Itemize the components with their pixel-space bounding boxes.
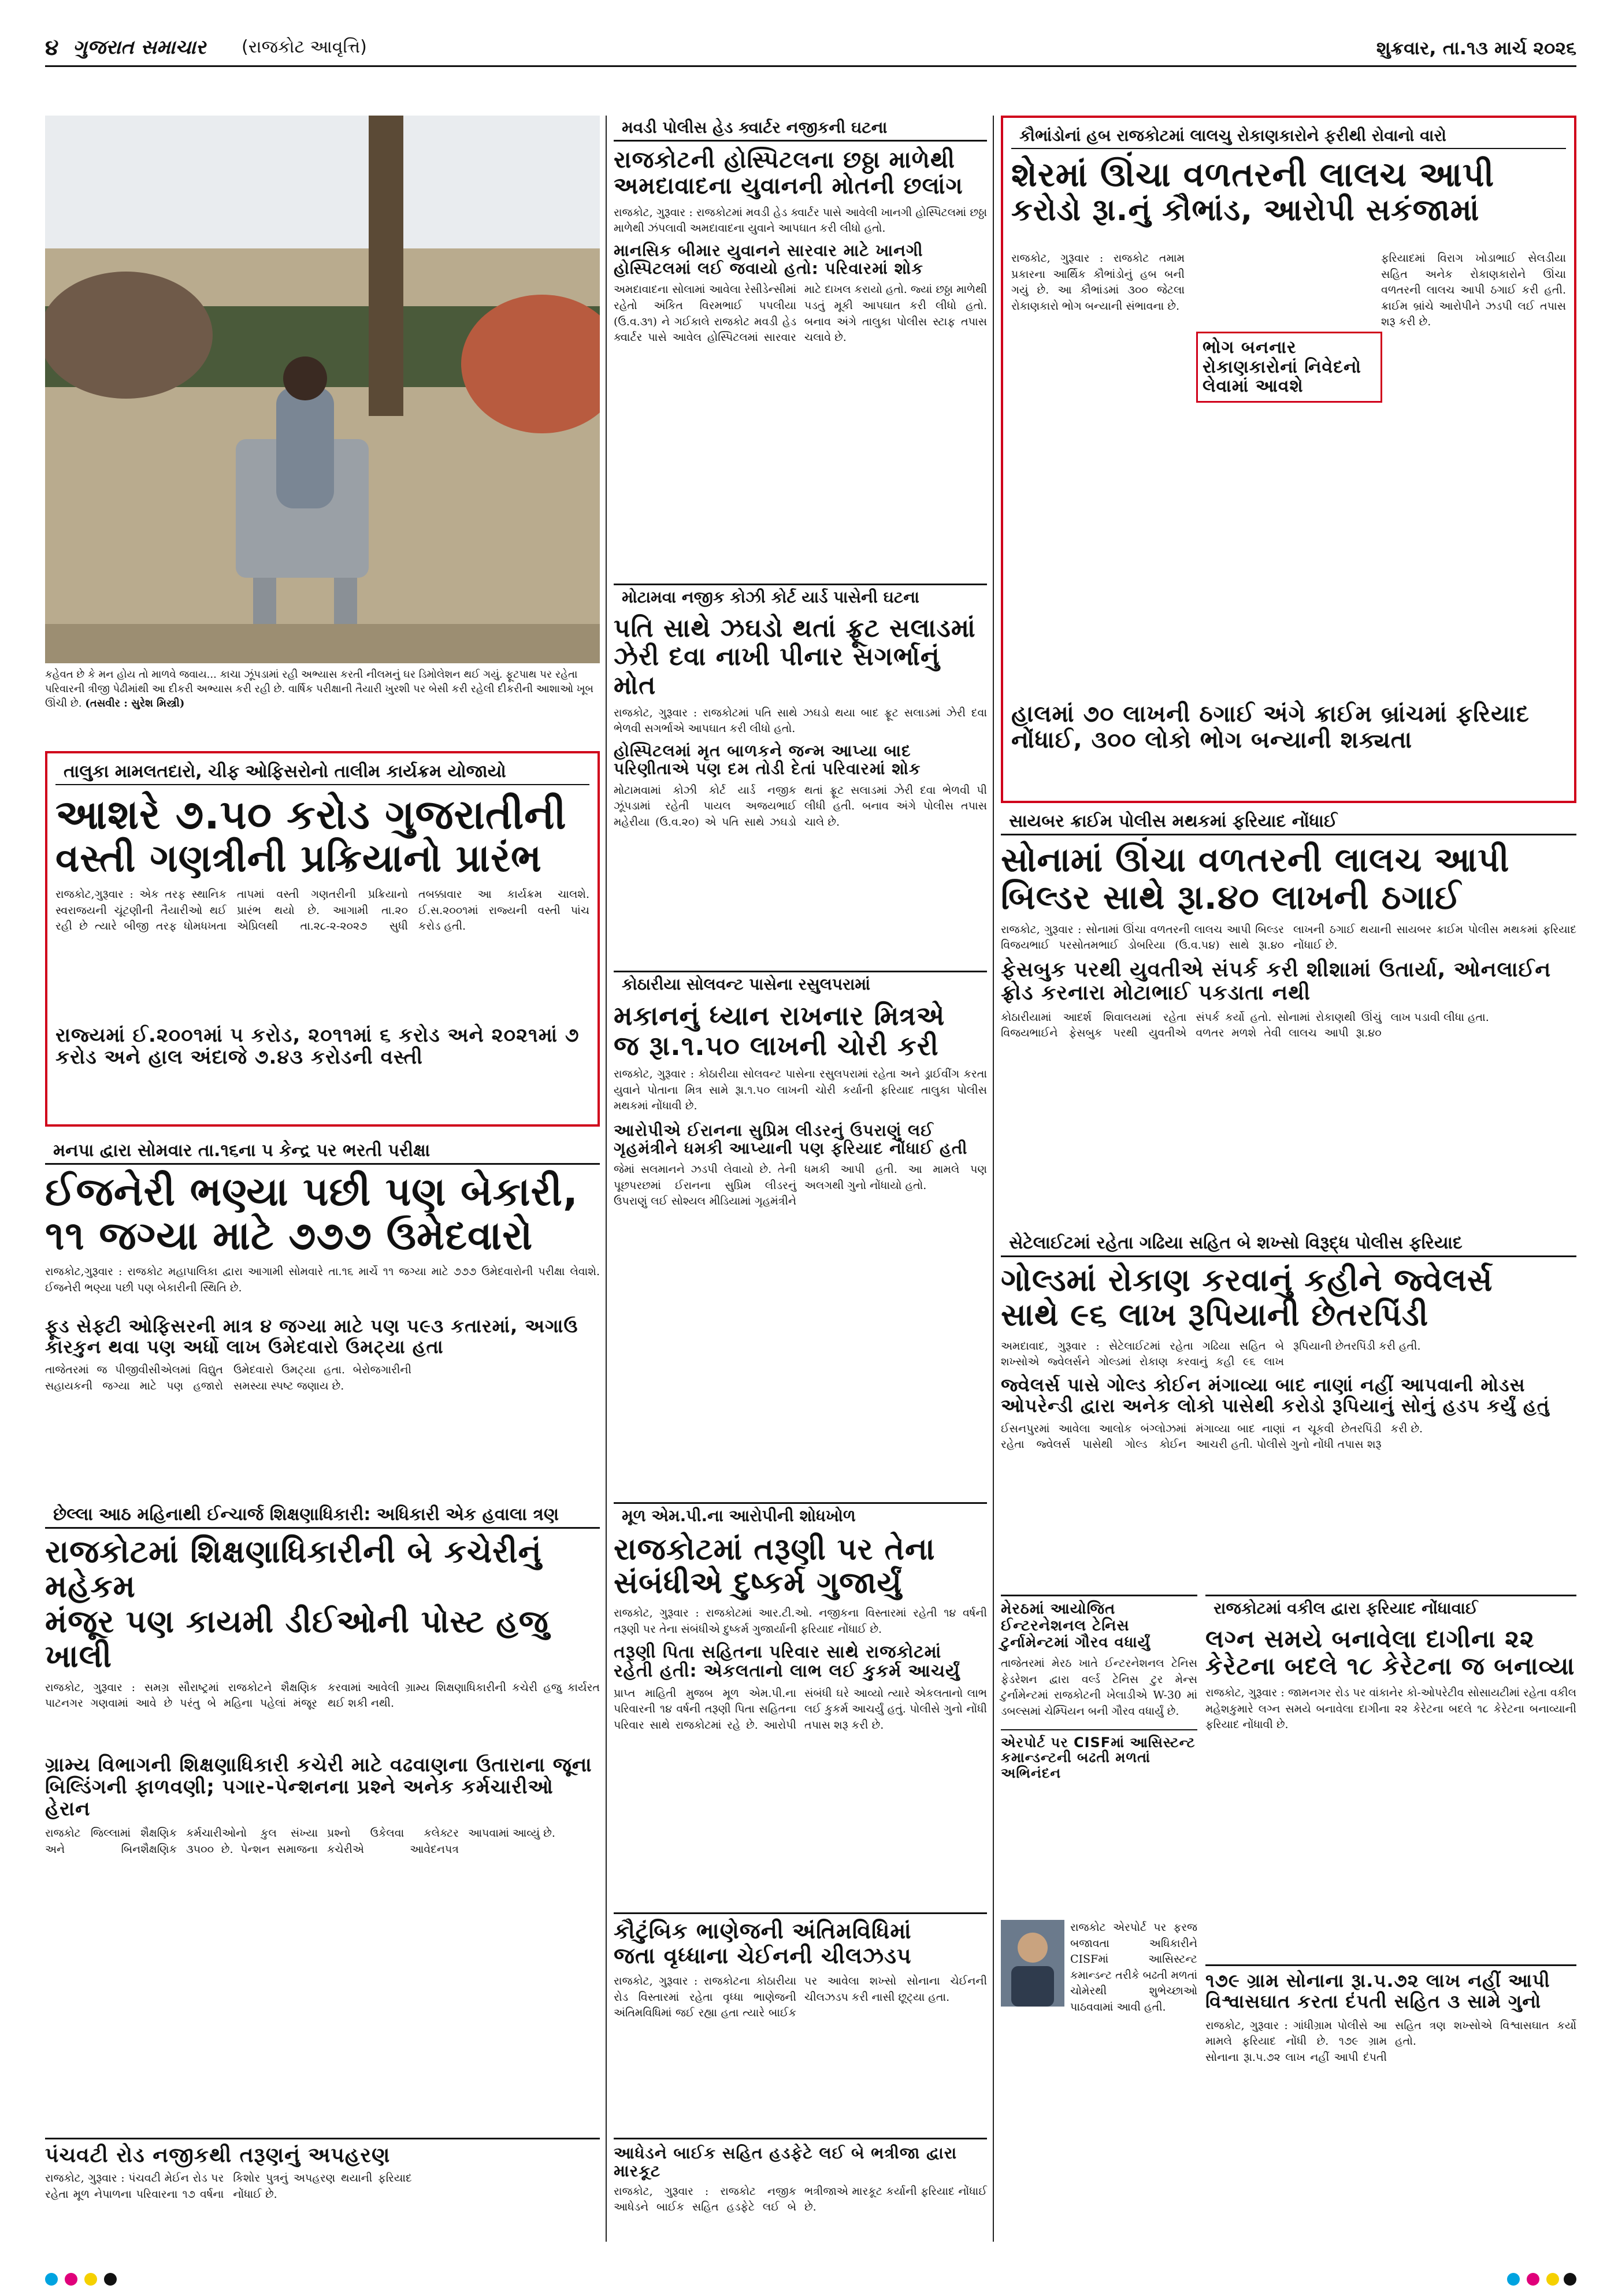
cisf-body: રાજકોટ એરપોર્ટ પર ફરજ બજાવતા અધિકારીને CISFમાં આસિસ્ટન્ટ કમાન્ડન્ટ તરીકે બઢતી મળતાં ચોમેરથી શુભેચ્છાઓ પાઠવવામાં આવી હતી.	[1070, 1921, 1197, 2013]
census-strap: તાલુકા મામલતદારો, ચીફ ઓફિસરોનો તાલીમ કાર્યક્રમ યોજાયો	[55, 759, 589, 785]
wedding-headline-2: કેરેટના બદલે ૧૮ કેરેટના જ બનાવ્યા	[1205, 1652, 1575, 1681]
funeral-headline-2: જતા વૃધ્ધાના ચેઈનની ચીલઝડપ	[614, 1942, 912, 1968]
gold-headline-1: સોનામાં ઊંચા વળતરની લાલચ આપી	[1001, 840, 1510, 879]
threat-subhead: આરોપીએ ઈરાનના સુપ્રિમ લીડરનું ઉપરાણું લઈ ગૃહમંત્રીને ધમકી આપ્યાની પણ ફરિયાદ નોંધાઈ હતી	[614, 1120, 968, 1158]
registration-strip	[45, 2271, 1576, 2288]
jewel-subhead: જ્વેલર્સ પાસે ગોલ્ડ કોઈન મંગાવ્યા બાદ નાણાં નહીં આપવાની મોડસ ઓપરેન્ડી દ્વારા અનેક લોકો પાસેથી કરોડો રૂપિયાનું સોનું હડપ કર્યું હતું	[1001, 1374, 1550, 1417]
bike-body: રાજકોટ, ગુરૂવાર : રાજકોટ નજીક આધેડને બાઈક સહિત હડફેટે લઈ બે ભત્રીજાએ મારકૂટ કર્યાની ફરિયાદ નોંધાઈ છે.	[614, 2184, 987, 2214]
caption-text: કહેવત છે કે મન હોય તો માળવે જવાય... કાચા ઝૂંપડામાં રહી અભ્યાસ કરતી નીલમનું ઘર ડિમોલેશન થઈ ગયું. ફૂટપાથ પર રહેતા પરિવારની ત્રીજી પેઢીમાંથી આ દીકરી અભ્યાસ કરી રહી છે. વાર્ષિક પરીક્ષાની તૈયારી ખુરશી પર બેસી કરી રહેલી દીકરીની આશાઓ ખૂબ ઊંચી છે.	[45, 668, 593, 710]
census-headline-2: વસ્તી ગણત્રીની પ્રક્રિયાનો પ્રારંભ	[55, 836, 542, 881]
gold-subhead: ફેસબુક પરથી યુવતીએ સંપર્ક કરી શીશામાં ઉતાર્યા, ઓનલાઈન ફ્રોડ કરનારા મોટાભાઈ પકડાતા નથી	[1001, 958, 1552, 1005]
scam-inset: ભોગ બનનાર રોકાણકારોનાં નિવેદનો લેવામાં આવશે	[1203, 337, 1361, 397]
cisf-headline: એરપોર્ટ પર CISFમાં આસિસ્ટન્ટ કમાન્ડન્ટની બઢતી મળતાં અભિનંદન	[1001, 1729, 1197, 1782]
photo-illustration	[45, 116, 600, 663]
gold-body-1: રાજકોટ, ગુરૂવાર : સોનામાં ઊંચા વળતરની લાલચ આપી બિલ્ડર વિજયભાઈ પરસોતમભાઈ ડોબરિયા (ઉ.વ.૫૪) સાથે રૂા.૪૦ લાખની ઠગાઈ થયાની સાયબર ક્રાઈમ પોલીસ મથકમાં ફરિયાદ નોંધાઈ છે.	[1001, 923, 1576, 952]
rape-body-1: રાજકોટ, ગુરૂવાર : રાજકોટમાં આર.ટી.ઓ. નજીકના વિસ્તારમાં રહેતી ૧૪ વર્ષની તરૂણી પર તેના સંબંધીએ દુષ્કર્મ ગુજાર્યાની ફરિયાદ નોંધાઈ છે.	[614, 1607, 987, 1636]
scam-body-2: ફરિયાદમાં વિરાગ ખોડાભાઈ સેલડીયા સહિત અનેક રોકાણકારોને ઊંચા વળતરની લાલચ આપી ઠગાઈ કરી હતી. ક્રાઈમ બ્રાંચે આરોપીને ઝડપી લઈ તપાસ શરૂ કરી છે.	[1381, 252, 1566, 329]
theft-strap: કોઠારીયા સોલવન્ટ પાસેના રસુલપરામાં	[622, 975, 870, 994]
registration-dot-black	[1564, 2273, 1576, 2286]
education-body-1: રાજકોટ, ગુરૂવાર : સમગ્ર સૌરાષ્ટ્રમાં રાજકોટને શૈક્ષણિક પાટનગર ગણવામાં આવે છે પરંતુ બે મહિના પહેલાં મંજૂર કરવામાં આવેલી ગ્રામ્ય શિક્ષણાધિકારીની કચેરી હજુ કાર્યરત થઈ શકી નથી.	[45, 1681, 600, 1710]
funeral-story	[614, 1912, 987, 2132]
photo-caption	[45, 667, 600, 742]
engineering-body-1: રાજકોટ,ગુરૂવાર : રાજકોટ મહાપાલિકા દ્વારા આગામી સોમવારે તા.૧૬ માર્ચે ૧૧ જગ્યા માટે ૭૭૭ ઉમેદવારોની પરીક્ષા લેવાશે. ઈજનેરી ભણ્યા પછી પણ બેકારીની સ્થિતિ છે.	[45, 1265, 600, 1294]
scam-headline-1: શેરમાં ઊંચા વળતરની લાલચ આપી	[1011, 155, 1495, 194]
registration-dot-yellow	[84, 2273, 97, 2286]
bike-headline: આધેડને બાઈક સહિત હડફેટે લઈ બે ભત્રીજા દ્વારા મારકૂટ	[614, 2143, 958, 2181]
theft-body: રાજકોટ, ગુરૂવાર : કોઠારીયા સોલવન્ટ પાસેના રસુલપરામાં રહેતા અને ડ્રાઈવીંગ કરતા યુવાને પોતાના મિત્ર સામે રૂા.૧.૫૦ લાખની ચોરી કર્યાની ફરિયાદ તાલુકા પોલીસ મથકમાં નોંધાવી છે.	[614, 1068, 987, 1113]
hospital-strap: મવડી પોલીસ હેડ ક્વાર્ટર નજીકની ઘટના	[614, 116, 987, 142]
rape-strap: મૂળ એમ.પી.ના આરોપીની શોધખોળ	[622, 1506, 856, 1525]
poison-body-1: રાજકોટ, ગુરૂવાર : રાજકોટમાં પતિ સાથે ઝઘડો થયા બાદ ફ્રૂટ સલાડમાં ઝેરી દવા ભેળવી સગર્ભાએ આપઘાત કરી લીધો હતો.	[614, 706, 987, 735]
education-story	[45, 1502, 600, 2132]
engineering-headline-1: ઈજનેરી ભણ્યા પછી પણ બેકારી,	[45, 1169, 578, 1215]
panchvati-headline: પંચવટી રોડ નજીકથી તરૂણનું અપહરણ	[45, 2143, 391, 2167]
tennis-subhead: મેરઠમાં આયોજિત ઈન્ટરનેશનલ ટેનિસ ટુર્નામેન્ટમાં ગૌરવ વધાર્યું	[1001, 1600, 1151, 1652]
poison-story	[614, 584, 987, 959]
registration-dot-yellow	[1546, 2273, 1559, 2286]
scam-inset-box	[1196, 332, 1382, 403]
officer-portrait-icon	[1001, 1920, 1064, 2007]
registration-dot-black	[104, 2273, 117, 2286]
panchvati-body: રાજકોટ, ગુરૂવાર : પંચવટી મેઈન રોડ પર રહેતા મૂળ નેપાળના પરિવારના ૧૭ વર્ષના કિશોર પુત્રનું અપહરણ થયાની ફરિયાદ નોંધાઈ છે.	[45, 2172, 412, 2201]
education-body-2: રાજકોટ જિલ્લામાં શૈક્ષણિક અને બિનશૈક્ષણિક કર્મચારીઓનો કુલ સંખ્યા ૩૫૦૦ છે. પેન્શન સમાજના પ્રશ્નો ઉકેલવા કલેક્ટર કચેરીએ આવેદનપત્ર આપવામાં આવ્યું છે.	[45, 1827, 555, 1856]
gold-headline-2: બિલ્ડર સાથે રૂા.૪૦ લાખની ઠગાઈ	[1001, 877, 1461, 917]
hospital-body-2: અમદાવાદના સોલામાં આવેલા રેસીડેન્સીમાં રહેતો અંકિત વિરમભાઈ પપલીયા (ઉ.વ.૩૧) ને ગઈકાલે રાજકોટ મવડી હેડ ક્વાર્ટર પાસે આવેલ હોસ્પિટલમાં સારવાર માટે દાખલ કરાયો હતો. જ્યાં છઠ્ઠા માળેથી પડતું મૂકી આપઘાત કરી લીધો હતો. બનાવ અંગે તાલુકા પોલીસ સ્ટાફ તપાસ ચલાવે છે.	[614, 283, 987, 344]
photo-credit: (તસવીર : સુરેશ મિસ્ત્રી)	[85, 697, 185, 710]
gold-strap: સાયબર ક્રાઈમ પોલીસ મથકમાં ફરિયાદ નોંધાઈ	[1001, 809, 1576, 835]
census-headline-1: આશરે ૭.૫૦ કરોડ ગુજરાતીની	[55, 791, 567, 838]
tennis-story	[1001, 1595, 1197, 2253]
scam-headline-2: કરોડો રૂા.નું કૌભાંડ, આરોપી સકંજામાં	[1011, 192, 1480, 228]
census-story	[45, 751, 600, 1127]
registration-dot-magenta	[1527, 2273, 1539, 2286]
engineering-story	[45, 1138, 600, 1491]
census-body: રાજકોટ,ગુરૂવાર : એક તરફ સ્થાનિક સ્વરાજયની ચૂંટણીની તૈયારીઓ થઈ રહી છે ત્યારે બીજી તરફ ધોમધખતા તાપમાં વસ્તી ગણતરીની પ્રક્રિયાનો પ્રારંભ થયો છે. આગામી તા.૨૦ એપ્રિલથી તા.૨૮-૨-૨૦૨૭ સુધી તબક્કાવાર આ કાર્યક્રમ ચાલશે. ઈ.સ.૨૦૦૧માં રાજ્યની વસ્તી પાંચ કરોડ હતી.	[55, 888, 589, 933]
registration-dot-magenta	[65, 2273, 77, 2286]
jewel-headline-2: સાથે ૯૬ લાખ રૂપિયાની છેતરપિંડી	[1001, 1296, 1429, 1333]
gold-body-2: કોઠારીયામાં આદર્શ શિવાલયમાં રહેતા વિજયભાઈને ફેસબુક પરથી યુવતીએ સંપર્ક કર્યો હતો. સોનામાં રોકાણથી ઊંચું વળતર મળશે તેવી લાલચ આપી રૂા.૪૦ લાખ પડાવી લીધા હતા.	[1001, 1010, 1489, 1040]
rape-subhead: તરૂણી પિતા સહિતના પરિવાર સાથે રાજકોટમાં રહેતી હતી: એકલતાનો લાભ લઈ કુકર્મ આચર્યું	[614, 1641, 960, 1682]
registration-dot-cyan	[1507, 2273, 1520, 2286]
scam-subhead: હાલમાં ૭૦ લાખની ઠગાઈ અંગે ક્રાઈમ બ્રાંચમાં ફરિયાદ નોંધાઈ, ૩૦૦ લોકો ભોગ બન્યાની શક્યતા	[1011, 701, 1530, 753]
wedding-strap: રાજકોટમાં વકીલ દ્વારા ફરિયાદ નોંધાવાઈ	[1214, 1599, 1478, 1618]
poison-subhead: હોસ્પિટલમાં મૃત બાળકને જન્મ આપ્યા બાદ પરિણીતાએ પણ દમ તોડી દેતાં પરિવારમાં શોક	[614, 741, 921, 779]
census-subhead: રાજ્યમાં ઈ.૨૦૦૧માં ૫ કરોડ, ૨૦૧૧માં ૬ કરોડ અને ૨૦૨૧માં ૭ કરોડ અને હાલ અંદાજે ૭.૪૩ કરોડની વસ્તી	[55, 1024, 580, 1069]
engineering-subhead: ફૂડ સેફ્ટી ઓફિસરની માત્ર ૪ જગ્યા માટે પણ ૫૯૩ કતારમાં, અગાઉ કારકુન થવા પણ અર્ધો લાખ ઉમેદવારો ઉમટ્યા હતા	[45, 1315, 578, 1358]
jewel-story	[1001, 1231, 1576, 1589]
poison-strap: મોટામવા નજીક કોઝી કોર્ટ યાર્ડ પાસેની ઘટના	[622, 588, 919, 607]
paper-name: ગુજરાત સમાચાર	[73, 36, 206, 59]
engineering-strap: મનપા દ્વારા સોમવાર તા.૧૬ના ૫ કેન્દ્ર પર ભરતી પરીક્ષા	[45, 1138, 600, 1165]
couple-body: રાજકોટ, ગુરૂવાર : ગાંધીગ્રામ પોલીસે આ મામલે ફરિયાદ નોંધી છે. ૧૭૯ ગ્રામ સોનાના રૂા.૫.૭૨ લાખ નહીં આપી દંપતી સહિત ત્રણ શખ્સોએ વિશ્વાસઘાત કર્યો હતો.	[1205, 2019, 1576, 2064]
education-headline-1: રાજકોટમાં શિક્ષણાધિકારીની બે કચેરીનું મહેકમ	[45, 1533, 542, 1605]
poison-headline-2: ઝેરી દવા નાખી પીનાર સગર્ભાનું મોત	[614, 642, 940, 700]
panchvati-story	[45, 2138, 600, 2253]
couple-headline-1: ૧૭૯ ગ્રામ સોનાના રૂા.૫.૭૨ લાખ નહીં આપી	[1205, 1970, 1550, 1992]
theft-headline-1: મકાનનું ધ્યાન રાખનાર મિત્રએ	[614, 1000, 945, 1031]
scam-body-1: રાજકોટ, ગુરૂવાર : રાજકોટ તમામ પ્રકારના આર્થિક કૌભાંડોનું હબ બની ગયું છે. આ કૌભાંડમાં ૩૦૦ જેટલા રોકાણકારો ભોગ બન્યાની સંભાવના છે.	[1011, 252, 1185, 313]
edition-label: (રાજકોટ આવૃત્તિ)	[242, 37, 367, 57]
hospital-story	[614, 116, 987, 578]
rape-headline-2: સંબંધીએ દુષ્કર્મ ગુજાર્યું	[614, 1566, 903, 1601]
hospital-headline-2: અમદાવાદના યુવાનની મોતની છલાંગ	[614, 172, 963, 199]
wedding-story	[1205, 1595, 1576, 1953]
threat-body: જેમાં સલમાનને ઝડપી લેવાયો છે. તેની પૂછપરછમાં ઈરાનના સુપ્રિમ લીડરનું ઉપરાણું લઈ સોશ્યલ મીડિયામાં ગૃહમંત્રીને ધમકી આપી હતી. આ મામલે પણ અલગથી ગુનો નોંધાયો હતો.	[614, 1163, 987, 1208]
couple-headline-2: વિશ્વાસઘાત કરતા દંપતી સહિત ૩ સામે ગુનો	[1205, 1990, 1542, 2012]
issue-date: શુક્રવાર, તા.૧૩ માર્ચ ૨૦૨૬	[1376, 37, 1576, 59]
tennis-body: તાજેતરમાં મેરઠ ખાતે ઈન્ટરનેશનલ ટેનિસ ફેડરેશન દ્વારા વર્લ્ડ ટેનિસ ટુર મેન્સ ટુર્નામેન્ટમાં રાજકોટની ખેલાડીએ W-30 માં ડબલ્સમાં ચેમ્પિયન બની ગૌરવ વધાર્યું છે.	[1001, 1657, 1197, 1718]
education-subhead: ગ્રામ્ય વિભાગની શિક્ષણાધિકારી કચેરી માટે વઢવાણના ઉતારાના જૂના બિલ્ડિંગની ફાળવણી; પગાર-પેન્શનના પ્રશ્ને અનેક કર્મચારીઓ હેરાન	[45, 1753, 592, 1821]
wedding-body: રાજકોટ, ગુરૂવાર : જામનગર રોડ પર વાંકાનેર કો-ઓપરેટીવ સોસાયટીમાં રહેતા વકીલ મહેશકુમારે લગ્ન સમયે બનાવેલા દાગીના ૨૨ કેરેટના બદલે ૧૮ કેરેટના બનાવ્યાની ફરિયાદ નોંધાવી છે.	[1205, 1686, 1576, 1732]
funeral-body: રાજકોટ, ગુરૂવાર : રાજકોટના કોઠારીયા રોડ વિસ્તારમાં રહેતા વૃધ્ધા ભાણેજની અંતિમવિધિમાં જઈ રહ્યા હતા ત્યારે બાઈક પર આવેલા શખ્સો સોનાના ચેઈનની ચીલઝડપ કરી નાસી છૂટ્યા હતા.	[614, 1975, 987, 2020]
engineering-headline-2: ૧૧ જગ્યા માટે ૭૭૭ ઉમેદવારો	[45, 1213, 533, 1260]
rape-story	[614, 1502, 987, 1907]
masthead	[45, 32, 1576, 67]
jewel-body-2: ઈસનપુરમાં આવેલા આલોક બંગ્લોઝમાં રહેતા જ્વેલર્સ પાસેથી ગોલ્ડ કોઈન મંગાવ્યા બાદ નાણાં ન ચૂકવી છેતરપિંડી આચરી હતી. પોલીસે ગુનો નોંધી તપાસ શરૂ કરી છે.	[1001, 1422, 1423, 1451]
rape-headline-1: રાજકોટમાં તરૂણી પર તેના	[614, 1532, 936, 1567]
cisf-officer-photo	[1001, 1920, 1064, 2007]
theft-headline-2: જ રૂા.૧.૫૦ લાખની ચોરી કરી	[614, 1030, 939, 1061]
gold-story	[1001, 809, 1576, 1225]
hospital-headline-1: રાજકોટની હોસ્પિટલના છઠ્ઠા માળેથી	[614, 147, 955, 173]
rape-body-2: પ્રાપ્ત માહિતી મુજબ મૂળ એમ.પી.ના પરિવારની ૧૪ વર્ષની તરૂણી પિતા સહિતના પરિવાર સાથે રાજકોટમાં રહે છે. આરોપી સંબંધી ઘરે આવ્યો ત્યારે એકલતાનો લાભ લઈ કુકર્મ આચર્યું હતું. પોલીસે ગુનો નોંધી તપાસ શરૂ કરી છે.	[614, 1686, 987, 1732]
funeral-headline-1: કૌટુંબિક ભાણેજની અંતિમવિધિમાં	[614, 1918, 912, 1944]
registration-dot-cyan	[45, 2273, 58, 2286]
hospital-subhead: માનસિક બીમાર યુવાનને સારવાર માટે ખાનગી હોસ્પિટલમાં લઈ જવાયો હતો: પરિવારમાં શોક	[614, 240, 924, 278]
jewel-body-1: અમદાવાદ, ગુરૂવાર : સેટેલાઈટમાં રહેતા ગઢિયા સહિત બે શખ્સોએ જ્વેલર્સને ગોલ્ડમાં રોકાણ કરવાનું કહી ૯૬ લાખ રૂપિયાની છેતરપિંડી કરી હતી.	[1001, 1339, 1421, 1369]
engineering-body-2: તાજેતરમાં જ પીજીવીસીએલમાં વિદ્યુત સહાયકની જગ્યા માટે પણ હજારો ઉમેદવારો ઉમટ્યા હતા. બેરોજગારીની સમસ્યા સ્પષ્ટ જણાય છે.	[45, 1363, 411, 1392]
jewel-headline-1: ગોલ્ડમાં રોકાણ કરવાનું કહીને જ્વેલર્સ	[1001, 1262, 1493, 1298]
hospital-body-1: રાજકોટ, ગુરૂવાર : રાજકોટમાં મવડી હેડ ક્વાર્ટર પાસે આવેલી ખાનગી હોસ્પિટલમાં છઠ્ઠા માળેથી ઝંપલાવી અમદાવાદના યુવાને આપઘાત કરી લીધો હતો.	[614, 206, 987, 235]
scam-strap: કૌભાંડોનાં હબ રાજકોટમાં લાલચુ રોકાણકારોને ફરીથી રોવાનો વારો	[1011, 124, 1566, 149]
poison-headline-1: પતિ સાથે ઝઘડો થતાં ફ્રૂટ સલાડમાં	[614, 614, 976, 643]
jewel-strap: સેટેલાઈટમાં રહેતા ગઢિયા સહિત બે શખ્સો વિરૂદ્ધ પોલીસ ફરિયાદ	[1001, 1231, 1576, 1257]
photo-student-studying	[45, 116, 600, 663]
poison-body-2: મોટામવામાં કોઝી કોર્ટ યાર્ડ નજીક ઝૂંપડામાં રહેતી પાયલ અજયભાઈ મહેરીયા (ઉ.વ.૨૦) એ પતિ સાથે ઝઘડો થતાં ફ્રૂટ સલાડમાં ઝેરી દવા ભેળવી પી લીધી હતી. બનાવ અંગે પોલીસ તપાસ ચાલે છે.	[614, 783, 987, 829]
education-strap: છેલ્લા આઠ મહિનાથી ઈન્ચાર્જ શિક્ષણાધિકારી: અધિકારી એક હવાલા ત્રણ	[45, 1502, 600, 1529]
bike-story	[614, 2138, 987, 2253]
scam-story	[1001, 116, 1576, 803]
scam-body-wrap	[1011, 251, 1566, 678]
wedding-headline-1: લગ્ન સમયે બનાવેલા દાગીના ૨૨	[1205, 1625, 1535, 1653]
theft-story	[614, 971, 987, 1491]
page-number: ૪	[45, 35, 59, 60]
couple-story	[1205, 1964, 1576, 2253]
education-headline-2: મંજૂર પણ કાયમી ડીઈઓની પોસ્ટ હજુ ખાલી	[45, 1603, 549, 1675]
